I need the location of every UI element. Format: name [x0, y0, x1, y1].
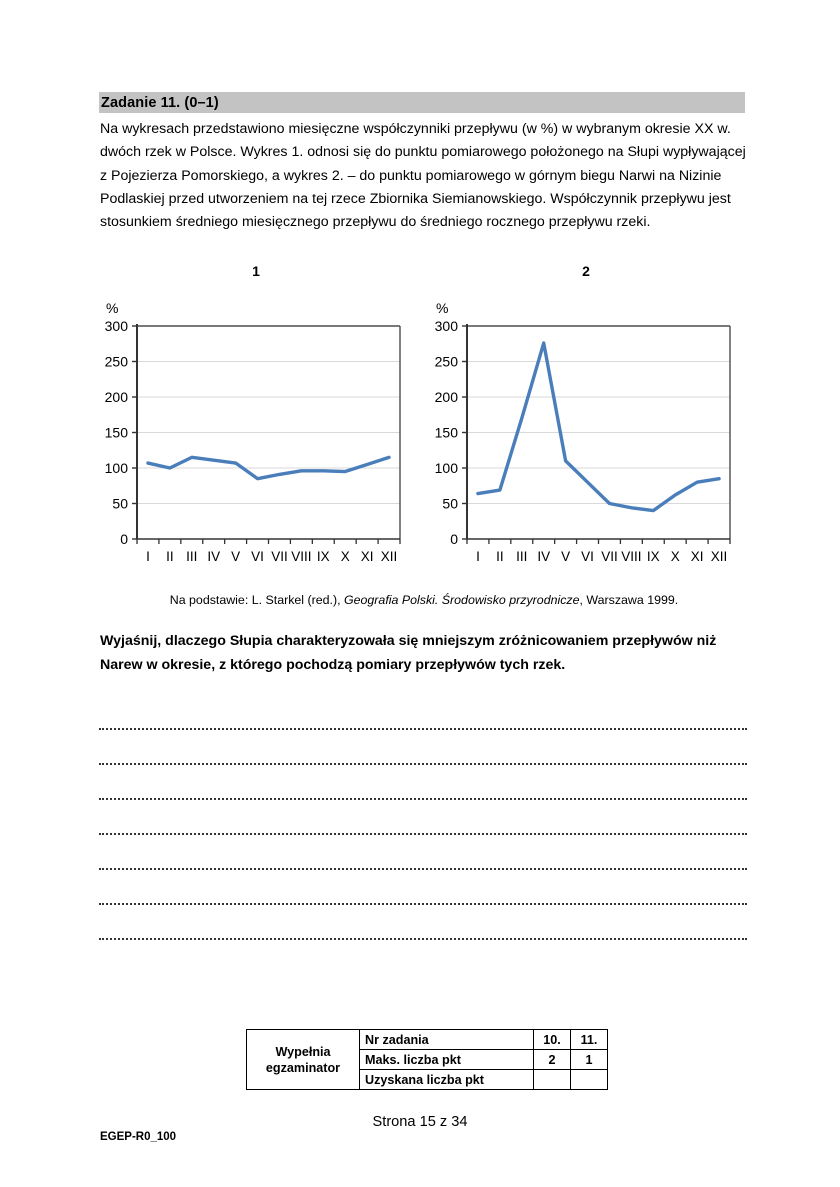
table-cell-blank[interactable]: [571, 1070, 608, 1090]
chart-data-line: [478, 343, 719, 511]
chart-2-ylabel: %: [436, 300, 449, 316]
chart-1-plot: [100, 318, 410, 568]
chart-x-tick-label: VII: [601, 549, 618, 564]
chart-x-tick-label: VII: [271, 549, 288, 564]
table-cell-value: 2: [534, 1050, 571, 1070]
chart-x-tick-label: II: [166, 549, 174, 564]
chart-x-tick-label: IV: [207, 549, 221, 564]
table-cell-value: 10.: [534, 1030, 571, 1050]
chart-x-tick-label: III: [186, 549, 198, 564]
source-attribution: [100, 592, 748, 608]
chart-y-tick-label: 0: [120, 531, 128, 547]
chart-y-tick-label: 50: [442, 495, 458, 512]
examiner-score-table: [246, 1029, 608, 1090]
table-cell-blank[interactable]: [534, 1070, 571, 1090]
chart-y-tick-label: 150: [104, 424, 128, 441]
table-cell-value: 1: [571, 1050, 608, 1070]
chart-x-tick-label: IX: [646, 549, 660, 564]
answer-line[interactable]: [99, 835, 747, 870]
examiner-label-line2: egzaminator: [265, 1060, 341, 1075]
chart-y-tick-label: 300: [434, 318, 458, 334]
chart-x-tick-label: I: [146, 549, 150, 564]
answer-line[interactable]: [99, 765, 747, 800]
examiner-label-line1: Wypełnia: [275, 1044, 331, 1059]
source-suffix: , Warszawa 1999.: [579, 593, 679, 607]
chart-x-tick-label: X: [340, 549, 350, 564]
chart-y-tick-label: 250: [434, 353, 458, 370]
chart-y-tick-label: 0: [450, 531, 458, 547]
chart-x-tick-label: VIII: [291, 549, 312, 564]
table-cell-value: 11.: [571, 1030, 608, 1050]
question-prompt: Wyjaśnij, dlaczego Słupia charakteryzowała się mniejszym zróżnicowaniem przepływów niż Narew w okresie, z którego pochodzą pomiary przepływów tych rzek.: [100, 633, 717, 673]
task-intro-text: Na wykresach przedstawiono miesięczne współczynniki przepływu (w %) w wybranym okresie XX w. dwóch rzek w Polsce. Wykres 1. odnosi się do punktu pomiarowego położonego na Słupi wypływającej z Pojezierza Pomorskiego, a wykres 2. – do punktu pomiarowego w górnym biegu Narwi na Nizinie Podlaskiej przed utworzeniem na tej rzece Zbiornika Siemianowskiego. Współczynnik przepływu jest stosunkiem średniego miesięcznego przepływu do średniego rocznego przepływu rzeki.: [100, 121, 746, 231]
chart-y-tick-label: 200: [104, 389, 128, 405]
chart-x-tick-label: XII: [380, 549, 398, 564]
chart-y-tick-label: 100: [104, 460, 128, 476]
chart-data-line: [148, 457, 389, 478]
chart-1-ylabel: %: [106, 300, 119, 316]
answer-line[interactable]: [99, 800, 747, 835]
chart-y-tick-label: 300: [104, 318, 128, 334]
table-row-label: Maks. liczba pkt: [360, 1050, 534, 1070]
examiner-label-cell: [247, 1030, 360, 1090]
chart-x-tick-label: VIII: [621, 549, 642, 564]
task-number-label: Zadanie 11. (0–1): [101, 94, 219, 111]
table-row-label: Nr zadania: [360, 1030, 534, 1050]
answer-line[interactable]: [99, 870, 747, 905]
chart-x-tick-label: II: [496, 549, 504, 564]
answer-lines-area[interactable]: [99, 695, 747, 940]
chart-y-tick-label: 150: [434, 424, 458, 441]
source-prefix: Na podstawie: L. Starkel (red.),: [169, 593, 344, 607]
answer-line[interactable]: [99, 730, 747, 765]
chart-x-tick-label: IV: [537, 549, 551, 564]
chart-x-tick-label: I: [476, 549, 480, 564]
footer-page-number: Strona 15 z 34: [372, 1114, 468, 1130]
chart-x-tick-label: V: [561, 549, 571, 564]
chart-y-tick-label: 200: [434, 389, 458, 405]
chart-x-tick-label: III: [516, 549, 528, 564]
chart-x-tick-label: IX: [316, 549, 330, 564]
table-row-label: Uzyskana liczba pkt: [360, 1070, 534, 1090]
answer-line[interactable]: [99, 905, 747, 940]
chart-2-title: 2: [582, 263, 590, 279]
chart-x-tick-label: VI: [251, 549, 264, 564]
chart-2-plot: [430, 318, 740, 568]
answer-line[interactable]: [99, 695, 747, 730]
source-title: Geografia Polski. Środowisko przyrodnicze: [343, 593, 580, 607]
chart-x-tick-label: XII: [710, 549, 728, 564]
task-header-bar: [99, 92, 745, 113]
chart-y-tick-label: 100: [434, 460, 458, 476]
chart-1-title: 1: [252, 263, 260, 279]
chart-x-tick-label: X: [670, 549, 680, 564]
footer-document-code: EGEP-R0_100: [100, 1131, 177, 1143]
table-row: [247, 1030, 608, 1050]
chart-x-tick-label: XI: [360, 549, 374, 564]
chart-x-tick-label: V: [231, 549, 241, 564]
chart-y-tick-label: 50: [112, 495, 128, 512]
chart-x-tick-label: XI: [690, 549, 704, 564]
chart-x-tick-label: VI: [581, 549, 594, 564]
chart-y-tick-label: 250: [104, 353, 128, 370]
